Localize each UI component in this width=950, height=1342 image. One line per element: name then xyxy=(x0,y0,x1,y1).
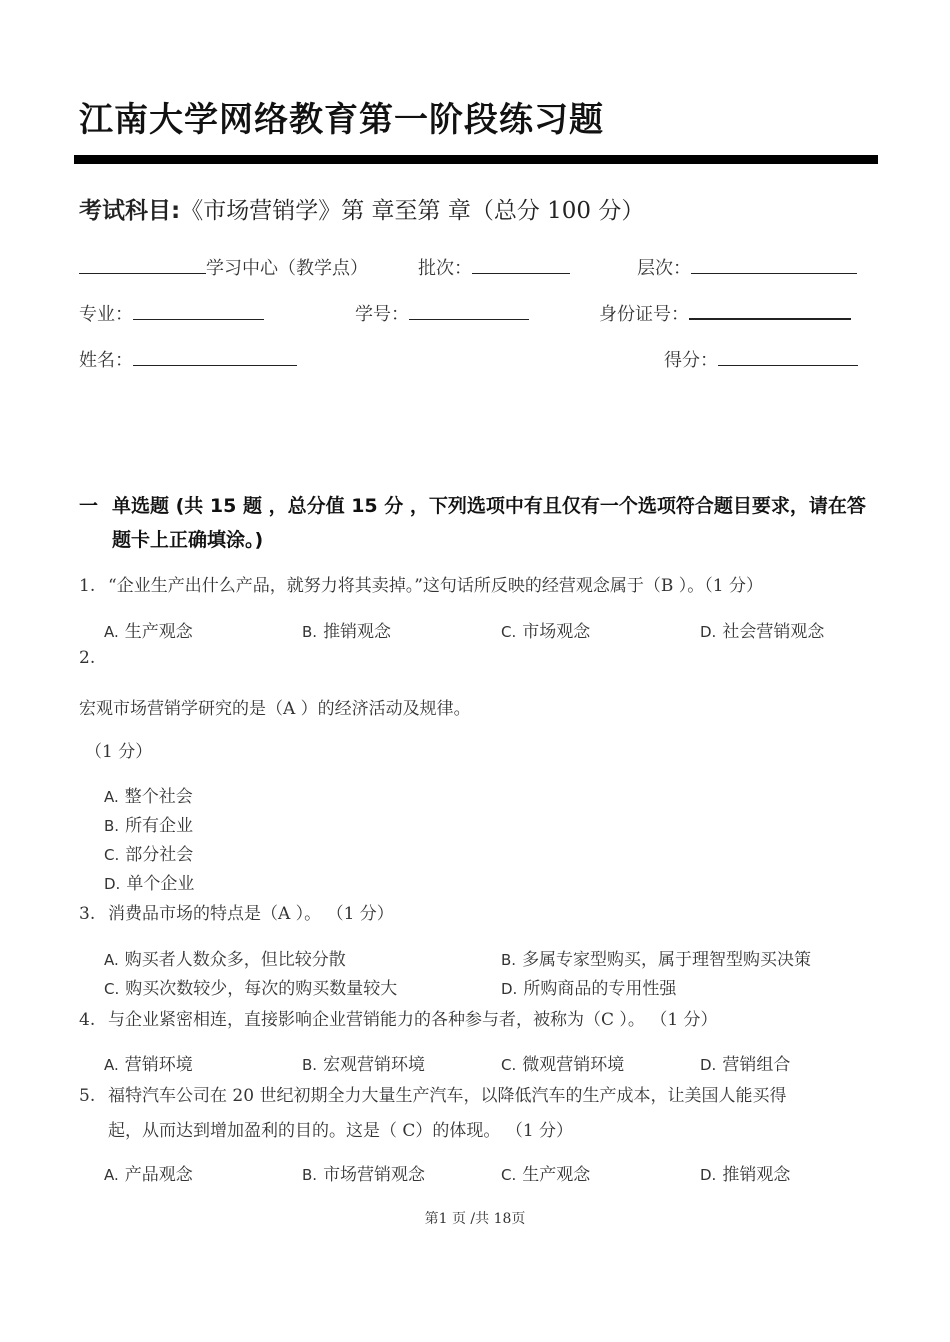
batch-label: 批次： xyxy=(418,258,472,279)
title-rule xyxy=(74,155,878,164)
id-card-label: 身份证号： xyxy=(599,304,689,325)
q4-option-c[interactable]: C. 微观营销环境 xyxy=(501,1055,625,1075)
level-label: 层次： xyxy=(637,258,691,279)
q2-option-d[interactable]: D. 单个企业 xyxy=(104,874,195,894)
id-card-blank[interactable] xyxy=(689,304,851,320)
q3-option-b[interactable]: B. 多属专家型购买，属于理智型购买决策 xyxy=(501,950,812,970)
q3-option-a[interactable]: A. 购买者人数众多，但比较分散 xyxy=(104,950,346,970)
question-text: “企业生产出什么产品，就努力将其卖掉。”这句话所反映的经营观念属于（B ）。（1 分） xyxy=(108,576,763,596)
score-blank[interactable] xyxy=(718,351,858,366)
name-field xyxy=(79,346,297,372)
q5-option-a[interactable]: A. 产品观念 xyxy=(104,1165,193,1185)
section-number: 一 xyxy=(79,495,99,517)
center-label: 学习中心（教学点） xyxy=(206,258,368,279)
name-blank[interactable] xyxy=(133,351,297,366)
q1-option-d[interactable]: D. 社会营销观念 xyxy=(700,622,825,642)
center-blank[interactable] xyxy=(79,259,206,274)
question-5-text-line2: 起，从而达到增加盈利的目的。这是（ C）的体现。 （1 分） xyxy=(108,1121,574,1141)
major-blank[interactable] xyxy=(133,305,264,320)
question-2-points: （1 分） xyxy=(85,742,153,762)
question-text-line1: 福特汽车公司在 20 世纪初期全力大量生产汽车，以降低汽车的生产成本，让美国人能买得 xyxy=(108,1086,787,1106)
score-label: 得分： xyxy=(664,350,718,371)
major-field xyxy=(79,300,264,326)
level-field xyxy=(637,254,857,280)
q4-option-d[interactable]: D. 营销组合 xyxy=(700,1055,791,1075)
q1-option-b[interactable]: B. 推销观念 xyxy=(302,622,392,642)
center-field xyxy=(79,254,368,280)
q2-option-c[interactable]: C. 部分社会 xyxy=(104,845,194,865)
name-label: 姓名： xyxy=(79,350,133,371)
subject-label: 考试科目: xyxy=(79,198,181,224)
batch-blank[interactable] xyxy=(472,259,570,274)
question-number: 5. xyxy=(79,1086,96,1106)
question-number: 4. xyxy=(79,1010,96,1030)
question-2-text: 宏观市场营销学研究的是（A ）的经济活动及规律。 xyxy=(79,699,471,719)
q5-option-b[interactable]: B. 市场营销观念 xyxy=(302,1165,426,1185)
q4-option-a[interactable]: A. 营销环境 xyxy=(104,1055,193,1075)
question-text: 与企业紧密相连，直接影响企业营销能力的各种参与者，被称为（C ）。 （1 分） xyxy=(108,1010,718,1030)
question-text: 消费品市场的特点是（A ）。 （1 分） xyxy=(108,904,394,924)
q4-option-b[interactable]: B. 宏观营销环境 xyxy=(302,1055,426,1075)
student-id-blank[interactable] xyxy=(409,305,529,320)
q5-option-c[interactable]: C. 生产观念 xyxy=(501,1165,591,1185)
q5-option-d[interactable]: D. 推销观念 xyxy=(700,1165,791,1185)
id-card-field xyxy=(599,300,851,326)
question-5 xyxy=(79,1081,786,1106)
score-field xyxy=(664,346,858,372)
batch-field xyxy=(418,254,570,280)
section-heading xyxy=(79,489,879,557)
subject-value: 《市场营销学》第 章至第 章（总分 100 分） xyxy=(180,198,645,224)
question-number: 3. xyxy=(79,904,96,924)
q2-option-a[interactable]: A. 整个社会 xyxy=(104,787,193,807)
q3-option-d[interactable]: D. 所购商品的专用性强 xyxy=(501,979,677,999)
question-number: 1. xyxy=(79,576,96,596)
level-blank[interactable] xyxy=(691,259,857,274)
q3-option-c[interactable]: C. 购买次数较少，每次的购买数量较大 xyxy=(104,979,398,999)
page-footer: 第1 页 /共 18页 xyxy=(424,1211,526,1227)
question-2-number: 2. xyxy=(79,648,96,668)
student-id-field xyxy=(355,300,529,326)
major-label: 专业： xyxy=(79,304,133,325)
student-id-label: 学号： xyxy=(355,304,409,325)
section-text: 单选题 (共 15 题 ，总分值 15 分 ，下列选项中有且仅有一个选项符合题目要求，请在答题卡上正确填涂。) xyxy=(112,495,866,551)
question-3 xyxy=(79,899,394,924)
exam-subject xyxy=(79,192,644,225)
page-title: 江南大学网络教育第一阶段练习题 xyxy=(79,100,604,140)
q1-option-a[interactable]: A. 生产观念 xyxy=(104,622,193,642)
q2-option-b[interactable]: B. 所有企业 xyxy=(104,816,194,836)
question-4 xyxy=(79,1005,718,1030)
q1-option-c[interactable]: C. 市场观念 xyxy=(501,622,591,642)
question-1 xyxy=(79,571,763,596)
